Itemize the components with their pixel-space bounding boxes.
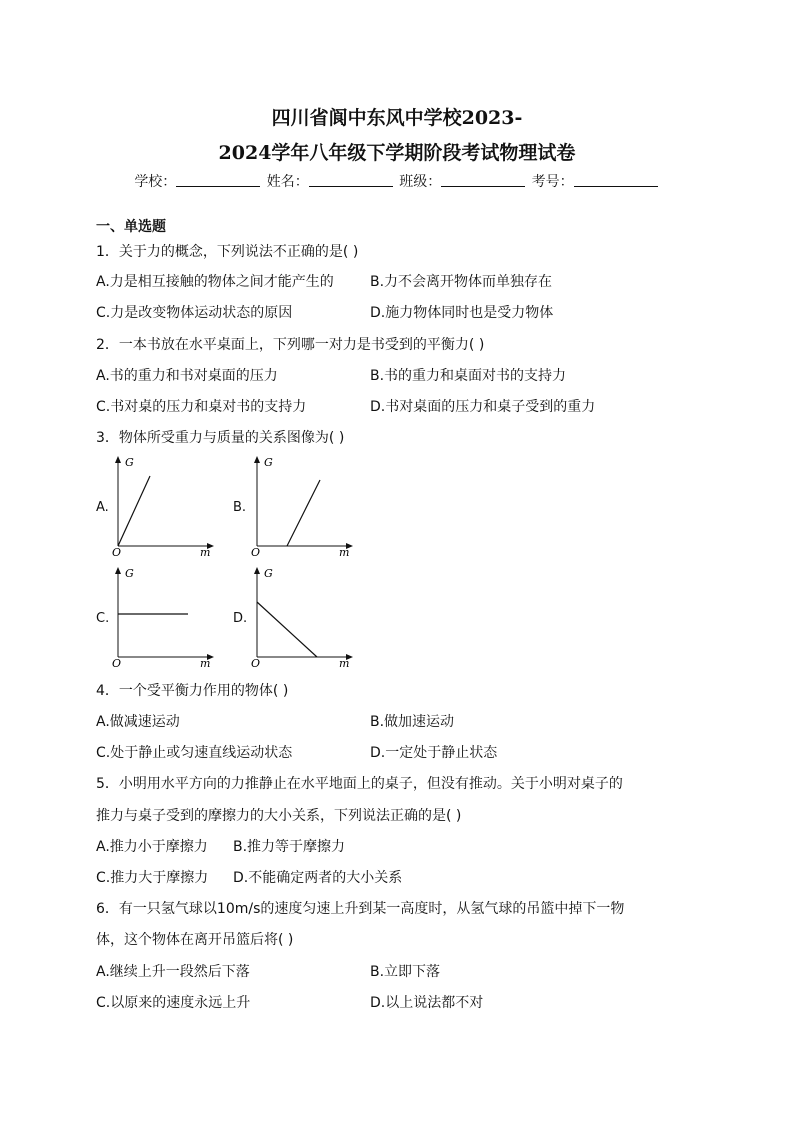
q3-graph-d-x-label: m <box>339 657 350 669</box>
q3-graph-c <box>108 565 218 673</box>
q1-option-d: D.施力物体同时也是受力物体 <box>370 305 554 321</box>
q6-stem-line2: 体，这个物体在离开吊篮后将( ) <box>96 932 294 948</box>
school-blank <box>176 174 260 187</box>
q3-graph-c-origin: O <box>112 657 122 669</box>
q6-option-b: B.立即下落 <box>370 964 441 980</box>
exam-number-blank <box>574 174 658 187</box>
q2-stem: 2．一本书放在水平桌面上，下列哪一对力是书受到的平衡力( ) <box>96 337 485 353</box>
q5-option-b: B.推力等于摩擦力 <box>233 839 346 855</box>
school-label: 学校： <box>134 174 177 190</box>
q3-graph-a-origin: O <box>112 546 122 558</box>
q5-stem-line2: 推力与桌子受到的摩擦力的大小关系，下列说法正确的是( ) <box>96 808 462 824</box>
q3-graph-a <box>108 454 218 562</box>
class-label: 班级： <box>399 174 442 190</box>
q3-graph-c-x-label: m <box>200 657 211 669</box>
q1-option-b: B.力不会离开物体而单独存在 <box>370 274 553 290</box>
q3-graph-b-origin: O <box>251 546 261 558</box>
q1-option-a: A.力是相互接触的物体之间才能产生的 <box>96 274 334 290</box>
q6-option-a: A.继续上升一段然后下落 <box>96 964 250 980</box>
q3-graph-a-y-label: G <box>125 456 134 469</box>
q3-graph-a-x-label: m <box>200 546 211 558</box>
q6-option-c: C.以原来的速度永远上升 <box>96 995 251 1011</box>
q4-option-d: D.一定处于静止状态 <box>370 745 498 761</box>
q5-option-a: A.推力小于摩擦力 <box>96 839 208 855</box>
class-blank <box>441 174 525 187</box>
q3-graph-b-line <box>287 480 320 546</box>
q3-graph-d-y-label: G <box>264 567 273 580</box>
q3-option-a-label: A. <box>96 500 109 515</box>
q2-option-b: B.书的重力和桌面对书的支持力 <box>370 368 567 384</box>
q6-option-d: D.以上说法都不对 <box>370 995 484 1011</box>
q3-graph-d <box>247 565 357 673</box>
q5-option-c: C.推力大于摩擦力 <box>96 870 209 886</box>
q1-stem: 1．关于力的概念，下列说法不正确的是( ) <box>96 244 359 260</box>
q3-graph-d-line <box>257 602 317 657</box>
q3-graph-b-x-label: m <box>339 546 350 558</box>
exam-number-label: 考号： <box>531 174 574 190</box>
name-label: 姓名： <box>266 174 309 190</box>
q6-stem-line1: 6．有一只氢气球以10m/s的速度匀速上升到某一高度时，从氢气球的吊篮中掉下一物 <box>96 901 625 917</box>
exam-title-line2: 2024学年八年级下学期阶段考试物理试卷 <box>218 142 576 164</box>
q3-stem: 3．物体所受重力与质量的关系图像为( ) <box>96 430 345 446</box>
q3-graph-b <box>247 454 357 562</box>
q2-option-c: C.书对桌的压力和桌对书的支持力 <box>96 399 307 415</box>
q3-option-b-label: B. <box>233 500 247 515</box>
q4-option-a: A.做减速运动 <box>96 714 180 730</box>
q2-option-a: A.书的重力和书对桌面的压力 <box>96 368 278 384</box>
q3-graph-b-y-label: G <box>264 456 273 469</box>
q4-stem: 4．一个受平衡力作用的物体( ) <box>96 683 289 699</box>
q4-option-b: B.做加速运动 <box>370 714 455 730</box>
section-title: 一、单选题 <box>96 219 166 235</box>
q5-option-d: D.不能确定两者的大小关系 <box>233 870 403 886</box>
q3-graph-d-origin: O <box>251 657 261 669</box>
q2-option-d: D.书对桌面的压力和桌子受到的重力 <box>370 399 596 415</box>
q3-graph-c-y-label: G <box>125 567 134 580</box>
q3-option-d-label: D. <box>233 611 248 626</box>
student-info-row <box>0 171 794 191</box>
exam-title-line1: 四川省阆中东风中学校2023- <box>271 107 523 129</box>
q1-option-c: C.力是改变物体运动状态的原因 <box>96 305 293 321</box>
q3-option-c-label: C. <box>96 611 110 626</box>
q4-option-c: C.处于静止或匀速直线运动状态 <box>96 745 293 761</box>
name-blank <box>309 174 393 187</box>
q3-graph-a-line <box>118 476 150 546</box>
q5-stem-line1: 5．小明用水平方向的力推静止在水平地面上的桌子，但没有推动。关于小明对桌子的 <box>96 776 623 792</box>
